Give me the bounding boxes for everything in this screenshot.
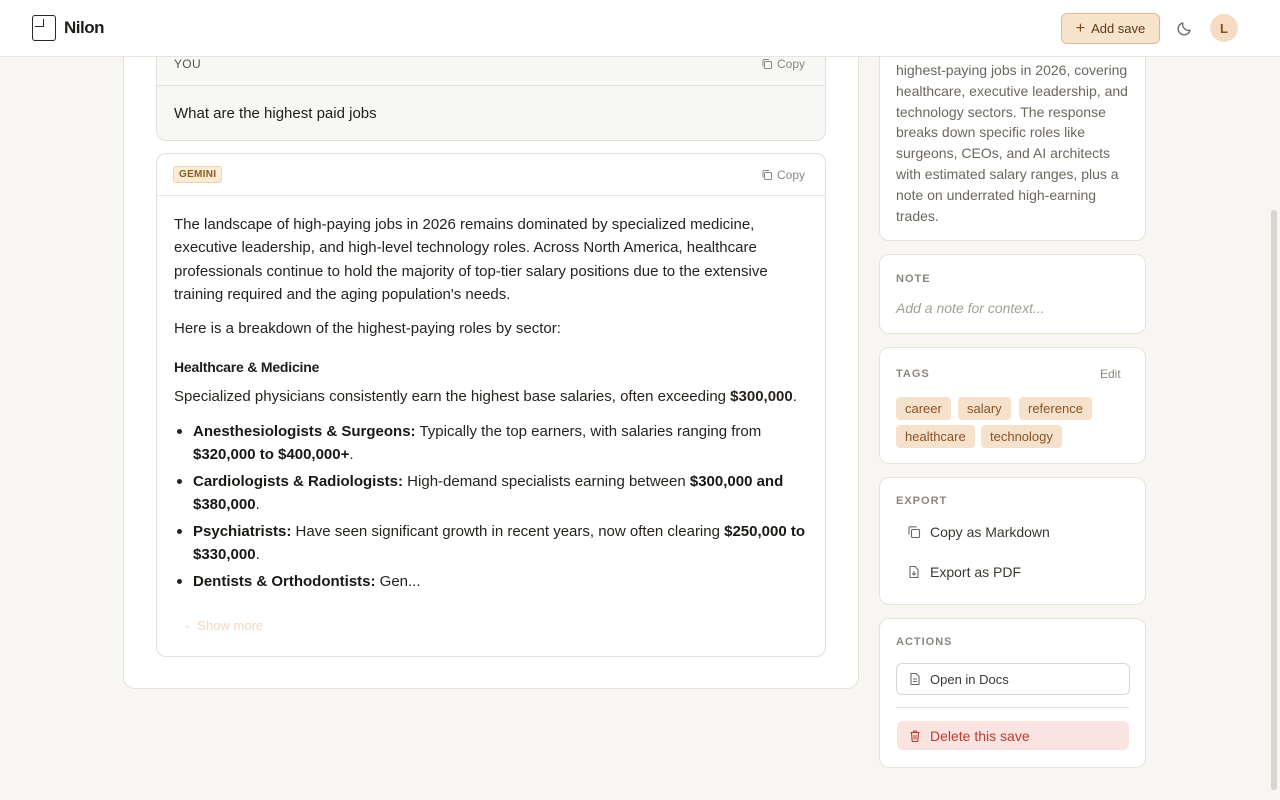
delete-save-button[interactable] [897,721,1129,750]
item-title: Dentists & Orthodontists: [193,573,376,590]
item-end: . [349,446,354,463]
item-bold: $320,000 to $400,000+ [193,446,350,463]
paragraph-text: Specialized physicians consistently earn the highest base salaries, often exceeding [174,388,731,405]
list-item [174,570,814,593]
item-bold: $250,000 to $330,000 [193,523,806,563]
top-bar [0,0,1280,57]
copy-label: Copy [777,168,806,182]
item-bold: $300,000 and $380,000 [193,473,784,513]
avatar[interactable]: L [1210,14,1238,42]
tag-chip[interactable]: salary [958,397,1011,420]
app-name: Nilon [64,18,104,37]
app-logo[interactable] [32,15,104,41]
trash-icon [908,729,922,743]
add-save-label: Add save [1091,21,1146,36]
section-heading: Healthcare & Medicine [174,359,320,375]
export-panel [879,477,1146,605]
note-panel [879,254,1146,334]
open-in-docs-button[interactable] [896,663,1130,695]
document-icon [908,672,922,686]
tag-chip[interactable]: technology [981,425,1062,448]
item-title: Psychiatrists: [193,523,292,540]
assistant-message [156,153,826,657]
item-text: Have seen significant growth in recent years, now often clearing [291,523,725,540]
dark-mode-toggle-icon[interactable] [1177,20,1193,36]
show-more-button[interactable] [183,618,263,633]
note-label: NOTE [896,273,931,285]
copy-as-markdown-label: Copy as Markdown [930,524,1050,540]
user-message-text: What are the highest paid jobs [174,105,377,122]
file-download-icon [907,565,921,579]
item-end: . [255,546,260,563]
copy-label: Copy [777,57,806,71]
item-title: Anesthesiologists & Surgeons: [193,423,416,440]
divider [157,195,825,196]
export-label: EXPORT [896,495,948,507]
copy-icon [907,525,921,539]
paragraph-end: . [792,388,797,405]
list-item [174,520,814,566]
list-item [174,420,814,466]
actions-label: ACTIONS [896,636,953,648]
item-end: . [255,496,260,513]
role-list [174,420,814,597]
response-paragraph: The landscape of high-paying jobs in 2026 remains dominated by specialized medicine, executive leadership, and high-level technology roles. Across North America, healthcare professionals continue to hold the majority of top-tier salary positions due to the extensive training required and the aging population's needs. [174,216,768,303]
copy-icon [761,169,773,181]
tag-chip[interactable]: reference [1019,397,1092,420]
copy-as-markdown-button[interactable] [907,524,1050,540]
tags-panel [879,347,1146,464]
export-as-pdf-label: Export as PDF [930,564,1022,580]
actions-panel [879,618,1146,768]
add-save-button[interactable] [1061,13,1160,44]
plus-icon: + [1075,19,1086,37]
tag-chip[interactable]: career [896,397,951,420]
item-title: Cardiologists & Radiologists: [193,473,404,490]
export-as-pdf-button[interactable] [907,564,1021,580]
tags-label: TAGS [896,368,930,380]
divider [896,707,1130,708]
document-icon [32,15,56,41]
chevron-down-icon: ⌄ [183,620,192,631]
open-in-docs-label: Open in Docs [930,671,1009,687]
model-badge: GEMINI [173,166,222,183]
paragraph-bold: $300,000 [730,388,793,405]
item-text: High-demand specialists earning between [403,473,690,490]
response-paragraph [174,385,814,408]
summary-text: highest-paying jobs in 2026, covering healthcare, executive leadership, and technology sectors. The response breaks down specific roles like surgeons, CEOs, and AI architects with estimated salary ranges, plus a note on underrated high-earning trades. [896,62,1128,224]
note-input[interactable]: Add a note for context... [896,300,1045,316]
tag-chip[interactable]: healthcare [896,425,975,448]
copy-user-message-button[interactable] [761,57,805,71]
divider [157,85,825,86]
show-more-label: Show more [197,618,264,633]
item-text: Gen... [375,573,421,590]
edit-tags-button[interactable]: Edit [1100,367,1121,381]
user-role-label: YOU [174,57,201,71]
item-text: Typically the top earners, with salaries ranging from [415,423,762,440]
delete-save-label: Delete this save [930,727,1030,744]
copy-assistant-message-button[interactable] [761,168,805,182]
copy-icon [761,58,773,70]
response-paragraph: Here is a breakdown of the highest-paying roles by sector: [174,320,561,337]
page-scrollbar[interactable] [1271,210,1277,790]
list-item [174,470,814,516]
